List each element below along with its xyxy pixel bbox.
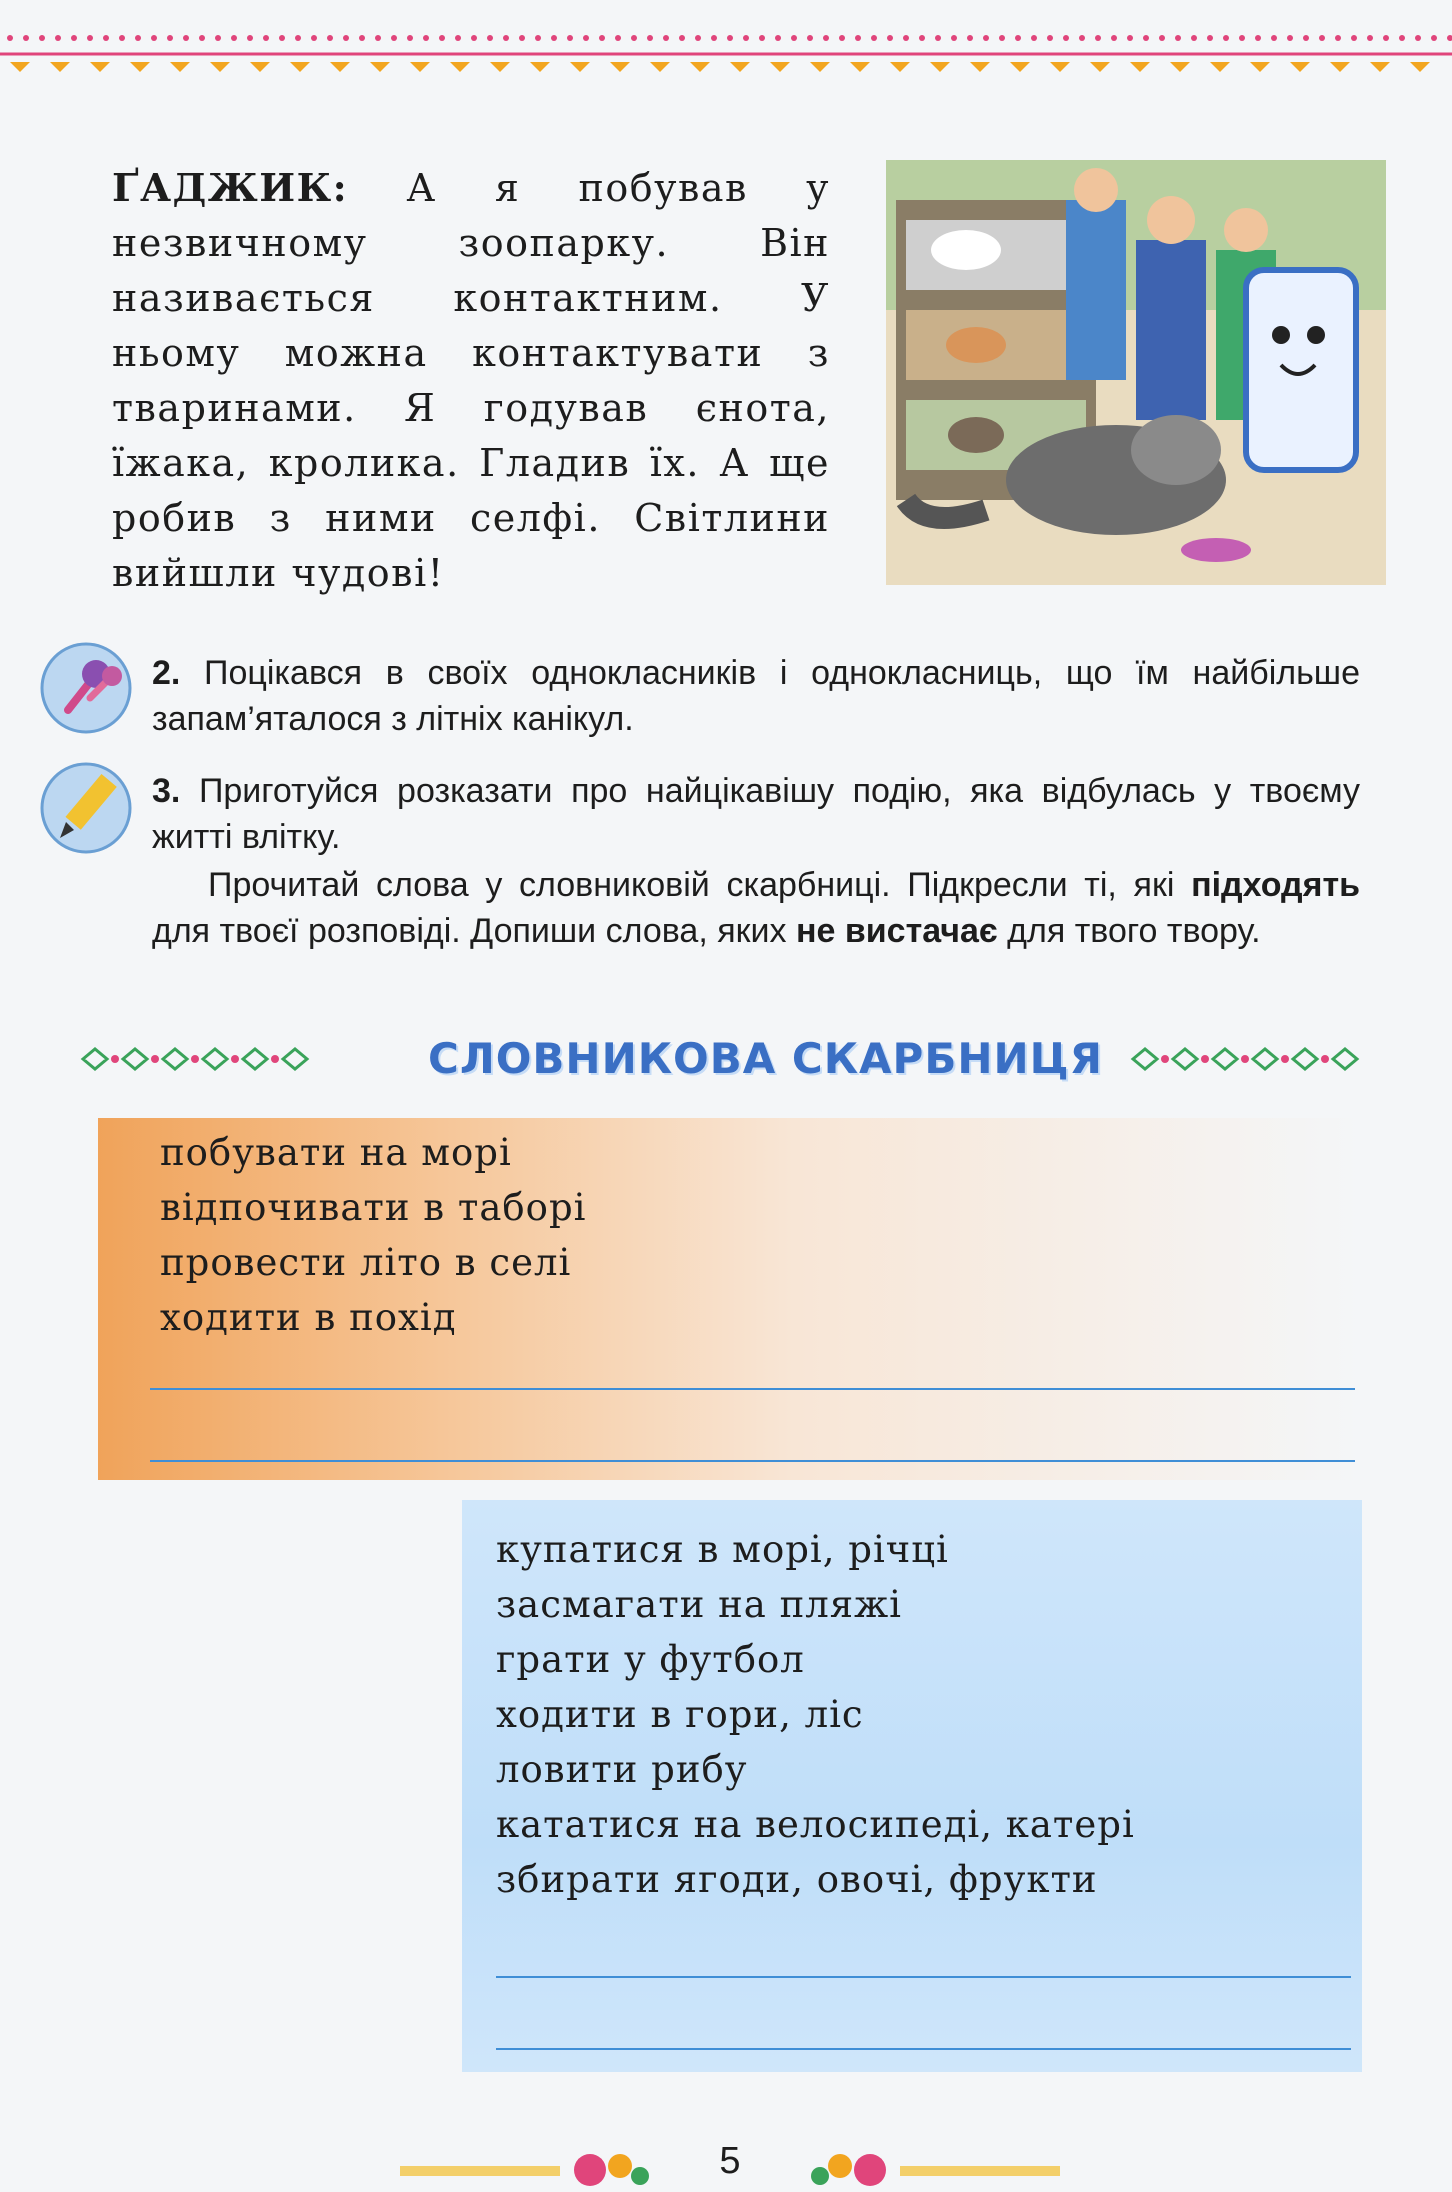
writing-line[interactable] bbox=[496, 2048, 1351, 2050]
zoo-illustration bbox=[886, 160, 1386, 585]
list-item: ходити в гори, ліс bbox=[496, 1693, 864, 1736]
task-3-text: Приготуйся розказати про найцікавішу подію, яка відбулась у твоєму житті влітку. bbox=[152, 772, 1360, 856]
instruction-bold-1: підходять bbox=[1191, 866, 1360, 904]
writing-line[interactable] bbox=[496, 1976, 1351, 1978]
task-2-text: Поцікався в своїх однокласників і однокласниць, що їм найбільше запам’яталося з літніх канікул. bbox=[152, 654, 1360, 738]
list-item: побувати на морі bbox=[160, 1131, 512, 1174]
list-item: відпочивати в таборі bbox=[160, 1186, 587, 1229]
flower-ornament-right bbox=[800, 2132, 1060, 2192]
pencil-icon bbox=[38, 760, 134, 856]
list-item: ловити рибу bbox=[496, 1748, 748, 1791]
instruction-part-2: для твоєї розповіді. Допиши слова, яких bbox=[152, 912, 796, 950]
vocabulary-heading: СЛОВНИКОВА СКАРБНИЦЯ bbox=[428, 1034, 1103, 1083]
flower-ornament-left bbox=[400, 2132, 660, 2192]
task-2 bbox=[152, 650, 1360, 742]
list-item: збирати ягоди, овочі, фрукти bbox=[496, 1858, 1098, 1901]
list-item: купатися в морі, річці bbox=[496, 1528, 949, 1571]
instruction-part-3: для твого твору. bbox=[997, 912, 1261, 950]
list-item: грати у футбол bbox=[496, 1638, 805, 1681]
vocabulary-list-1 bbox=[160, 1125, 586, 1345]
instruction-part-1: Прочитай слова у словниковій скарбниці. Підкресли ті, які bbox=[208, 866, 1192, 904]
list-item: ходити в похід bbox=[160, 1296, 457, 1339]
writing-line[interactable] bbox=[150, 1388, 1355, 1390]
dialogue-text: А я побував у незвичному зоопарку. Він називається контактним. У ньому можна контактувати з тваринами. Я годував єнота, їжака, кролика. Гладив їх. А ще робив з ними селфі. Світлини вийшли чудові! bbox=[112, 166, 830, 595]
list-item: засмагати на пляжі bbox=[496, 1583, 902, 1626]
heading-ornament-left bbox=[78, 1044, 328, 1074]
speaker-name: ҐАДЖИК: bbox=[112, 165, 349, 210]
heading-ornament-right bbox=[1128, 1044, 1378, 1074]
top-ornament-border bbox=[0, 0, 1452, 100]
dialogue-paragraph bbox=[112, 160, 830, 601]
page-number: 5 bbox=[719, 2140, 741, 2182]
task-2-number: 2. bbox=[152, 654, 181, 692]
list-item: кататися на велосипеді, катері bbox=[496, 1803, 1135, 1846]
instruction-bold-2: не вистачає bbox=[795, 912, 998, 950]
microphone-icon bbox=[38, 640, 134, 736]
task-3-number: 3. bbox=[152, 772, 181, 810]
list-item: провести літо в селі bbox=[160, 1241, 572, 1284]
instruction-paragraph bbox=[152, 862, 1360, 954]
vocabulary-heading-row bbox=[78, 1030, 1378, 1090]
task-3 bbox=[152, 768, 1360, 860]
writing-line[interactable] bbox=[150, 1460, 1355, 1462]
vocabulary-list-2 bbox=[496, 1522, 1135, 1907]
